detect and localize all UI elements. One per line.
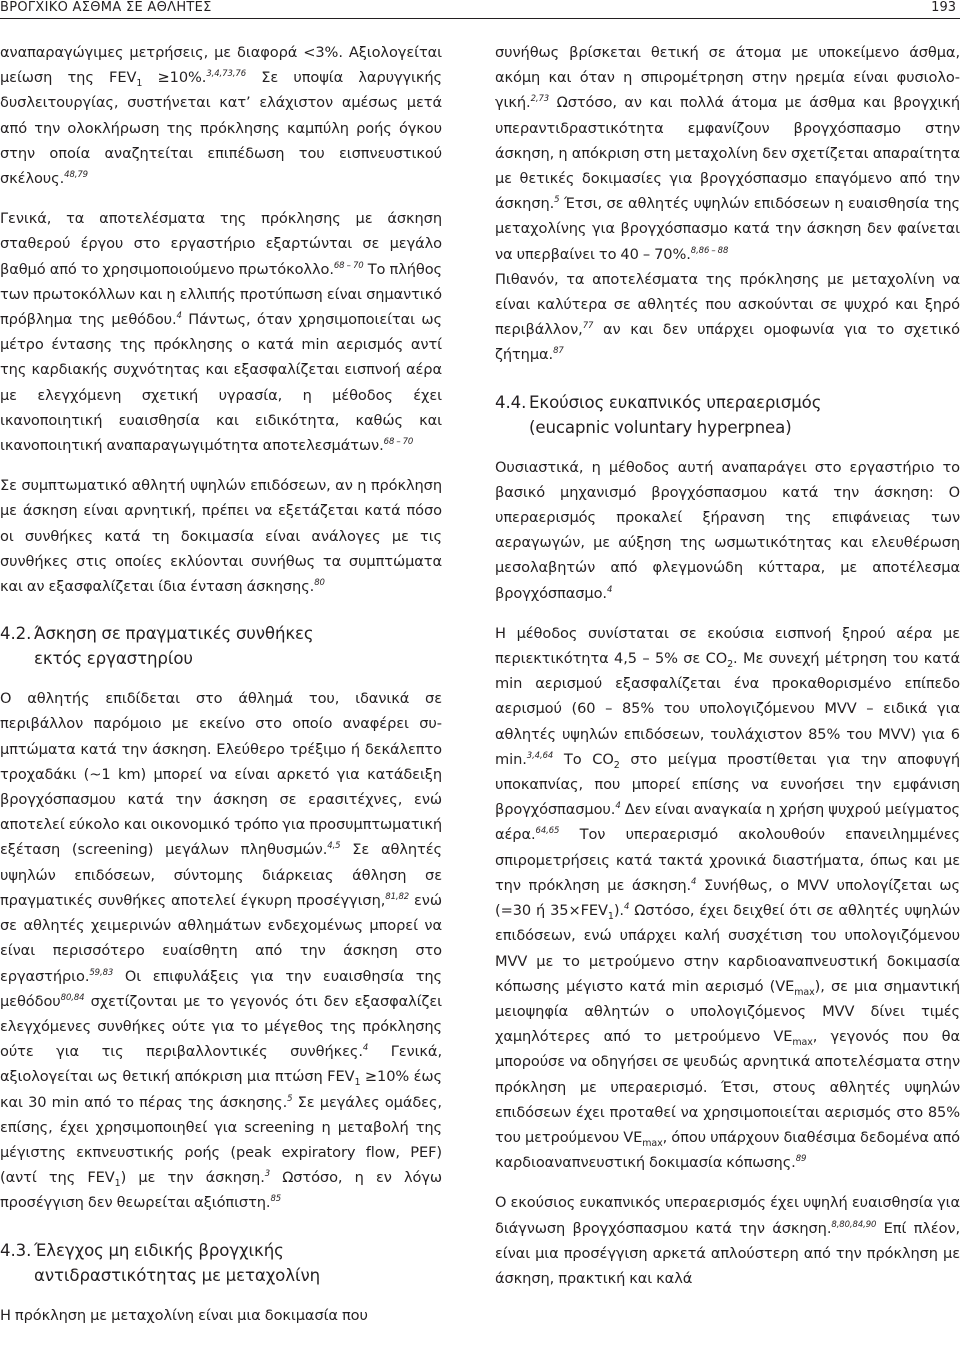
- paragraph: Ο εκούσιος ευκαπνικός υπεραερισμός έχει υψηλή ευαισθησία για διάγνωση βρογχόσπασμου κατά την άσκηση.$^{8,80,84,90}$ Επί πλέον, είναι μια προσέγγιση αρκετά απλούστερη από την πρόκληση με άσκηση, πρακτική και καλά: [495, 1194, 960, 1287]
- left-column: [0, 40, 442, 1328]
- paragraph: Ο αθλητής επιδίδεται στο άθλημά του, ιδανικά σε περιβάλλον παρόμοιο με εκείνο στο οποίο αναφέρει συμπτώματα κατά την άσκηση. Ελεύθερο τρέξιμο ή δεκάλεπτο τροχαδάκι (~1 km) μπορεί να είναι αρκετό για κατάδειξη βρογχόσπασμου κατά την άσκηση σε ερασιτέχνες, ενώ αποτελεί εύκολο και οικονομικό τρόπο για προσυμπτωματική εξέταση (screening) μεγάλων πληθυσμών.$^{4,5}$ Σε αθλητές υψηλών επιδόσεων, σύντομης διάρκειας άθληση σε πραγματικές συνθήκες αποτελεί έγκυρη προσέγγιση,$^{81,82}$ ενώ σε αθλητές χειμερινών αθλημάτων ενδεχομένως μπορεί να είναι περισσότερο ευαίσθητη από την άσκηση στο εργαστήριο.$^{59,83}$ Οι επιφυλάξεις για την ευαισθησία της μεθόδου$^{80,84}$ σχετίζονται με το γεγονός ότι δεν εξασφαλίζει ελεγχόμενες συνθήκες ούτε για το μέγεθος της πρόκλησης ούτε για τις περιβαλλοντικές συνθήκες.$^4$ Γενικά, αξιολογείται ως θετική απόκριση μια πτώση $FEV_1 \ge 10\%$ έως και 30 min από το πέρας της άσκησης.$^5$ Σε μεγάλες ομάδες, επίσης, έχει χρησιμοποιηθεί για screening η μεταβολή της μέγιστης εκπνευστικής ροής (peak expiratory flow, PEF) (αντί της $FEV_1$) με την άσκηση.$^3$ Ωστόσο, η εν λόγω προσέγγιση δεν θεωρείται αξιόπιστη.$^{85}$: [0, 690, 442, 1212]
- section-heading-4-2: 4.2. Άσκηση σε πραγματικές συνθήκες εκτός εργαστηρίου: [0, 624, 314, 669]
- paragraph: αναπαραγώγιμες μετρήσεις, με διαφορά <3%. Αξιολογείται μείωση της $FEV_1 \ge 10\%.^{3,4,73,76}$ Σε υποψία λαρυγγικής δυσλειτουργίας, συστήνεται κατ’ ελάχιστον αμέσως μετά από την ολοκλήρωση της πρόκλησης καμπύλη ροής όγκου στην οποία αναζητείται επιπέδωση του εισπνευστικού σκέλους.$^{48,79}$: [0, 44, 442, 188]
- section-heading-4-4: 4.4. Εκούσιος ευκαπνικός υπεραερισμός (eucapnic voluntary hyperpnea): [495, 392, 822, 437]
- paragraph: Σε συμπτωματικό αθλητή υψηλών επιδόσεων, αν η πρόκληση με άσκηση είναι αρνητική, πρέπει να εξετάζεται κατά πόσο οι συνθήκες κατά τη δοκιμασία είναι ανάλογες με τις συνθήκες στις οποίες εκλύονται συνήθως τα συμπτώματα και αν εξασφαλίζεται ίδια ένταση άσκησης.$^{80}$: [0, 477, 442, 596]
- paragraph: Η μέθοδος συνίσταται σε εκούσια εισπνοή ξηρού αέρα με περιεκτικότητα 4,5 – 5% σε $CO_2$. Με συνεχή μέτρηση του κατά min αερισμού εξασφαλίζεται ένα προκαθορισμένο επίπεδο αερισμού (60 – 85% του υπολογιζόμενου MVV – ειδικά για αθλητές υψηλών επιδόσεων, τουλάχιστον 85% του MVV) για 6 min.$^{3,4,64}$ Το $CO_2$ στο μείγμα προστίθεται για την αποφυγή υποκαπνίας, που μπορεί επίσης να ευνοήσει την εμφάνιση βρογχόσπασμου.$^4$ Δεν είναι αναγκαία η χρήση ψυχρού μείγματος αέρα.$^{64,65}$ Τον υπεραερισμό ακολουθούν επανειλημμένες σπιρομετρήσεις κατά τακτά χρονικά διαστήματα, όπως και με την πρόκληση με άσκηση.$^4$ Συνήθως, ο MVV υπολογίζεται ως (=30 ή $35\times FEV_1).^4$ Ωστόσο, έχει δειχθεί ότι σε αθλητές υψηλών επιδόσεων, ενώ υπάρχει καλή συσχέτιση του υπολογιζόμενου MVV με το μετρούμενο στην καρδιοαναπνευστική δοκιμασία κόπωσης μέγιστο κατά min αερισμό $(VE_{max})$, σε μια σημαντική μειοψηφία αθλητών ο υπολογιζόμενος MVV δίνει τιμές χαμηλότερες από το μετρούμενο $VE_{max}$, γεγονός που θα μπορούσε να οδηγήσει σε ψευδώς αρνητικά αποτελέσματα στην πρόκληση με υπεραερισμό. Έτσι, στους αθλητές υψηλών επιδόσεων έχει προταθεί να χρησιμοποιείται αερισμός στο 85% του μετρούμενου $VE_{max}$, όπου υπάρχουν διαθέσιμα δεδομένα από καρδιοαναπνευστική δοκιμασία κόπωσης.$^{89}$: [495, 624, 960, 1172]
- paragraph: Η πρόκληση με μεταχολίνη είναι μια δοκιμασία που: [0, 1306, 368, 1324]
- right-column: [495, 40, 960, 1291]
- running-header: [0, 0, 960, 19]
- paragraph: συνήθως βρίσκεται θετική σε άτομα με υποκείμενο άσθμα, ακόμη και όταν η σπιρομέτρηση στην ηρεμία είναι φυσιολογική.$^{2,73}$ Ωστόσο, αν και πολλά άτομα με άσθμα και βρογχική υπεραντιδραστικότητα εμφανίζουν βρογχόσπασμο στην άσκηση, η απόκριση στη μεταχολίνη δεν σχετίζεται απαραίτητα με θετικές δοκιμασίες για βρογχόσπασμο επαγόμενο από την άσκηση.$^5$ Έτσι, σε αθλητές υψηλών επιδόσεων η ευαισθησία της μεταχολίνης για βρογχόσπασμο κατά την άσκηση δεν φαίνεται να υπερβαίνει το 40 – 70%.$^{8,86 - 88}$: [495, 44, 960, 263]
- paragraph: Ουσιαστικά, η μέθοδος αυτή αναπαράγει στο εργαστήριο το βασικό μηχανισμό βρογχόσπασμου κατά την άσκηση: Ο υπεραερισμός προκαλεί ξήρανση της επιφάνειας των αεραγωγών, με αύξηση της ωσμωτικότητας και ελευθέρωση μεσολαβητών από φλεγμονώδη κύτταρα, με αποτέλεσμα βρογχόσπασμο.$^4$: [495, 458, 960, 602]
- paragraph: Πιθανόν, τα αποτελέσματα της πρόκλησης με μεταχολίνη να είναι καλύτερα σε αθλητές που ασκούνται σε ψυχρό και ξηρό περιβάλλον,$^{77}$ αν και δεν υπάρχει ομοφωνία για το σχετικό ζήτημα.$^{87}$: [495, 270, 960, 364]
- section-heading-4-3: 4.3. Έλεγχος μη ειδικής βρογχικής αντιδραστικότητας με μεταχολίνη: [0, 1240, 321, 1285]
- running-title: ΒΡΟΓΧΙΚΟ ΑΣΘΜΑ ΣΕ ΑΘΛΗΤΕΣ: [0, 0, 212, 15]
- page-number: 193: [931, 0, 956, 15]
- paragraph: Γενικά, τα αποτελέσματα της πρόκλησης με άσκηση σταθερού έργου στο εργαστήριο εξαρτώνται σε μεγάλο βαθμό από το χρησιμοποιούμενο πρωτόκολλο.$^{68 - 70}$ Το πλήθος των πρωτοκόλλων και η ελλιπής προτύπωση είναι σημαντικό πρόβλημα της μεθόδου.$^4$ Πάντως, όταν χρησιμοποιείται ως μέτρο έντασης της πρόκλησης ο κατά min αερισμός αντί της καρδιακής συχνότητας και εξασφαλίζεται εισπνοή αέρα με ελεγχόμενη σχετική υγρασία, η μέθοδος έχει ικανοποιητική ευαισθησία και ειδικότητα, καθώς και ικανοποιητική αναπαραγωγιμότητα αποτελεσμάτων.$^{68 - 70}$: [0, 210, 442, 455]
